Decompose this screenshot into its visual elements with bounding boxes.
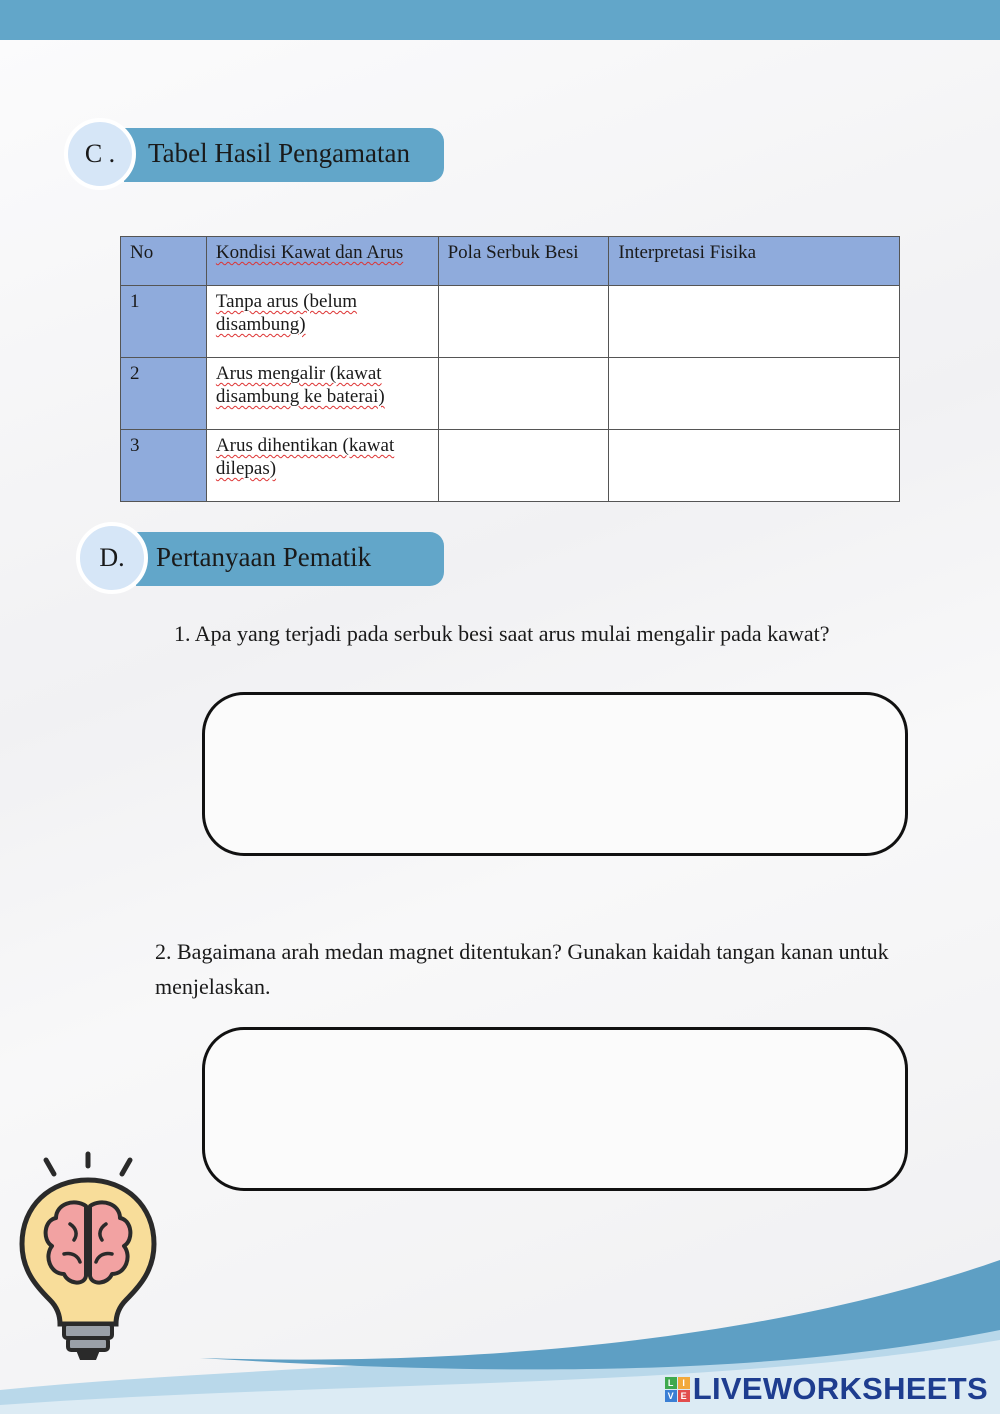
top-banner xyxy=(0,0,1000,40)
row-number: 2 xyxy=(121,358,207,430)
header-interpretasi xyxy=(609,237,900,286)
lightbulb-brain-icon xyxy=(14,1148,164,1368)
table-row xyxy=(121,430,900,502)
section-c-letter: C . xyxy=(64,118,136,190)
row-pola-cell[interactable] xyxy=(438,430,609,502)
row-kondisi xyxy=(206,358,438,430)
header-no: No xyxy=(121,237,207,286)
row-kondisi-text: Arus mengalir (kawat disambung ke baterai) xyxy=(215,363,385,407)
liveworksheets-logo xyxy=(665,1371,988,1407)
row-kondisi xyxy=(206,286,438,358)
logo-icon-i: I xyxy=(678,1377,690,1389)
question-2: 2. Bagaimana arah medan magnet ditentukan? Gunakan kaidah tangan kanan untuk menjelaskan. xyxy=(155,939,889,999)
section-d-letter: D. xyxy=(76,522,148,594)
table-row xyxy=(121,358,900,430)
table-header-row xyxy=(121,237,900,286)
header-pola: Pola Serbuk Besi xyxy=(438,237,609,286)
question-1: 1. Apa yang terjadi pada serbuk besi saat arus mulai mengalir pada kawat? xyxy=(174,621,830,646)
liveworksheets-logo-text: LIVEWORKSHEETS xyxy=(692,1371,988,1406)
row-pola-cell[interactable] xyxy=(438,358,609,430)
logo-icon-e: E xyxy=(678,1390,690,1402)
row-interpretasi-cell[interactable] xyxy=(609,358,900,430)
header-kondisi xyxy=(206,237,438,286)
section-c-title: Tabel Hasil Pengamatan xyxy=(148,138,411,168)
row-kondisi-text: Tanpa arus (belum disambung) xyxy=(215,291,358,335)
section-c-header xyxy=(64,128,464,184)
answer-box-2[interactable] xyxy=(202,1027,908,1191)
row-number: 1 xyxy=(121,286,207,358)
row-kondisi-text: Arus dihentikan (kawat dilepas) xyxy=(215,435,395,479)
logo-icon-l: L xyxy=(665,1377,677,1389)
table-row xyxy=(121,286,900,358)
row-interpretasi-cell[interactable] xyxy=(609,430,900,502)
row-pola-cell[interactable] xyxy=(438,286,609,358)
section-d-title: Pertanyaan Pematik xyxy=(156,542,372,572)
row-interpretasi-cell[interactable] xyxy=(609,286,900,358)
logo-icon-v: V xyxy=(665,1390,677,1402)
observation-table xyxy=(120,236,900,502)
liveworksheets-logo-icon xyxy=(665,1377,690,1402)
section-d-header xyxy=(76,532,476,588)
answer-box-1[interactable] xyxy=(202,692,908,856)
header-interpretasi-text: Interpretasi Fisika xyxy=(618,242,757,263)
row-number: 3 xyxy=(121,430,207,502)
header-kondisi-text: Kondisi Kawat dan Arus xyxy=(215,242,404,263)
row-kondisi xyxy=(206,430,438,502)
